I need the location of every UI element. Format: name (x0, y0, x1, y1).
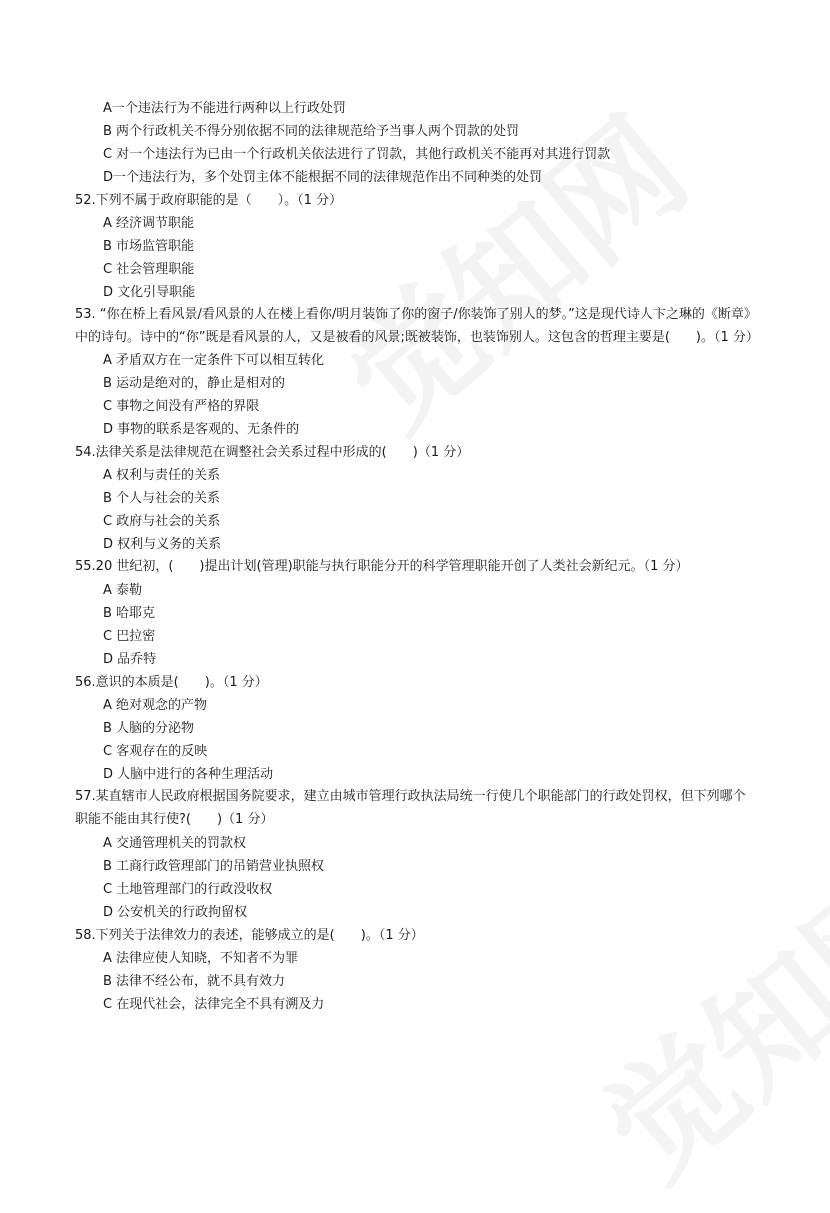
q57-question: 57.某直辖市人民政府根据国务院要求，建立由城市管理行政执法局统一行使几个职能部门的行政处罚权，但下列哪个职能不能由其行使?( )（1 分） (75, 789, 746, 827)
q58-option-b: B 法律不经公布，就不具有效力 (103, 973, 286, 989)
q57-option-c: C 土地管理部门的行政没收权 (103, 881, 273, 897)
q55-option-c: C 巴拉密 (103, 629, 156, 645)
q53-option-a: A 矛盾双方在一定条件下可以相互转化 (103, 353, 325, 369)
q51-option-d: D一个违法行为，多个处罚主体不能根据不同的法律规范作出不同种类的处罚 (103, 170, 543, 185)
q54-option-d: D 权利与义务的关系 (103, 537, 222, 553)
q52-option-c: C 社会管理职能 (103, 262, 195, 277)
q57-option-a: A 交通管理机关的罚款权 (103, 835, 247, 851)
q54-question: 54.法律关系是法律规范在调整社会关系过程中形成的( )（1 分） (75, 445, 470, 461)
q51-option-b: B 两个行政机关不得分别依据不同的法律规范给予当事人两个罚款的处罚 (103, 124, 520, 139)
q55-option-d: D 品乔特 (103, 652, 157, 668)
q54-option-a: A 权利与责任的关系 (103, 468, 221, 484)
q56-option-c: C 客观存在的反映 (103, 744, 208, 760)
q54-option-b: B 个人与社会的关系 (103, 491, 221, 507)
q58-option-c: C 在现代社会，法律完全不具有溯及力 (103, 996, 325, 1012)
q53-option-c: C 事物之间没有严格的界限 (103, 399, 260, 415)
q56-option-b: B 人脑的分泌物 (103, 721, 195, 737)
q55-option-b: B 哈耶克 (103, 606, 156, 622)
q52-option-b: B 市场监管职能 (103, 239, 195, 254)
q55-option-a: A 泰勒 (103, 583, 143, 599)
q57-option-b: B 工商行政管理部门的吊销营业执照权 (103, 858, 325, 874)
q57-option-d: D 公安机关的行政拘留权 (103, 904, 248, 920)
q52-option-d: D 文化引导职能 (103, 285, 196, 300)
q53-option-b: B 运动是绝对的，静止是相对的 (103, 376, 286, 392)
q56-question: 56.意识的本质是( )。（1 分） (75, 675, 268, 691)
question-list (75, 97, 765, 1016)
q56-option-a: A 绝对观念的产物 (103, 698, 208, 714)
q53-option-d: D 事物的联系是客观的、无条件的 (103, 422, 300, 438)
q55-question: 55.20 世纪初，( )提出计划(管理)职能与执行职能分开的科学管理职能开创了人类社会新纪元。（1 分） (75, 559, 689, 575)
q52-option-a: A 经济调节职能 (103, 216, 195, 231)
q52-question: 52.下列不属于政府职能的是（ ）。（1 分） (75, 193, 343, 208)
q53-question: 53. “你在桥上看风景/看风景的人在楼上看你/明月装饰了你的窗子/你装饰了别人的梦。”这是现代诗人卞之琳的《断章》中的诗句。诗中的“你”既是看风景的人，又是被看的风景;既被装饰，也装饰别人。这包含的哲理主要是( )。（1 分） (75, 307, 759, 345)
q54-option-c: C 政府与社会的关系 (103, 514, 221, 530)
q58-option-a: A 法律应使人知晓，不知者不为罪 (103, 950, 299, 966)
q58-question: 58.下列关于法律效力的表述，能够成立的是( )。（1 分） (75, 927, 424, 943)
q56-option-d: D 人脑中进行的各种生理活动 (103, 767, 274, 783)
q51-option-c: C 对一个违法行为已由一个行政机关依法进行了罚款，其他行政机关不能再对其进行罚款 (103, 147, 611, 162)
q51-option-a: A一个违法行为不能进行两种以上行政处罚 (103, 101, 346, 116)
